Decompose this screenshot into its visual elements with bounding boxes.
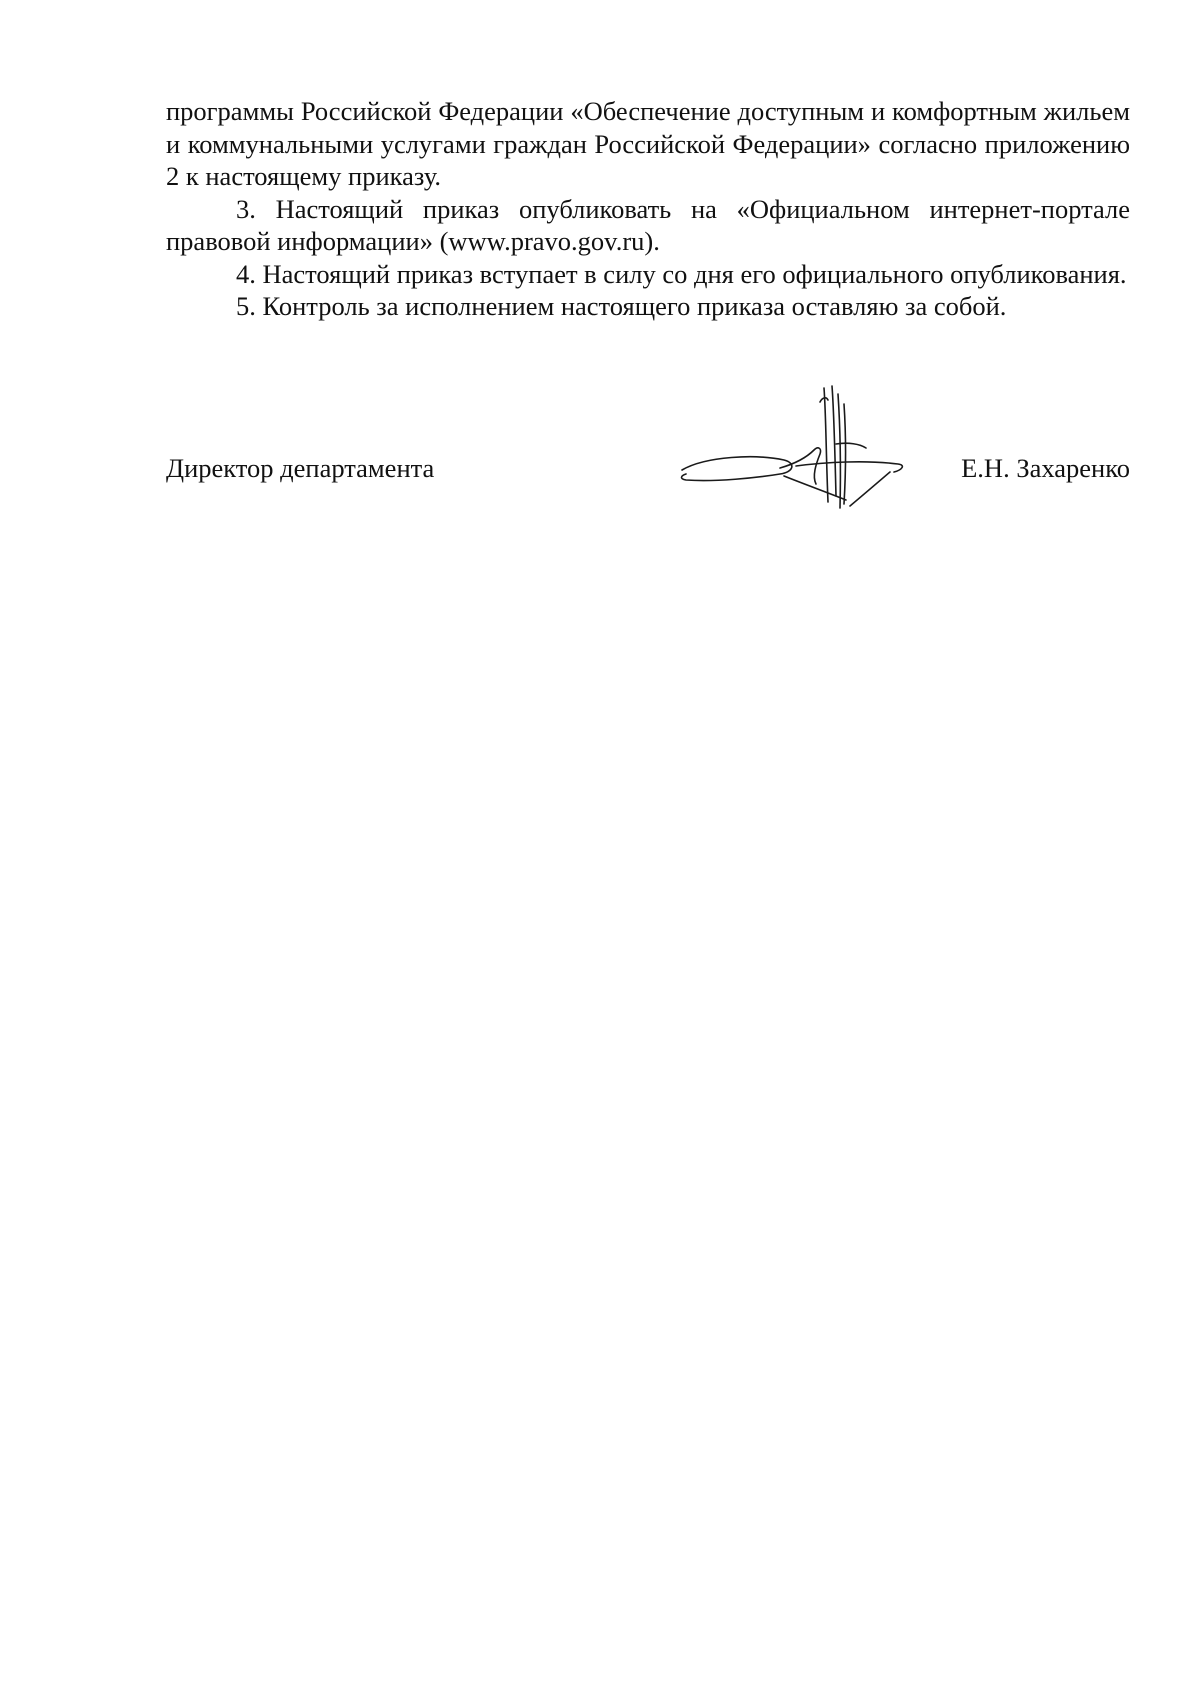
signature-block [166, 452, 1130, 492]
signature-stroke [832, 386, 836, 496]
paragraph-continuation: программы Российской Федерации «Обеспечение доступным и комфортным жильем и коммунальными услугами граждан Российской Федерации» согласно приложению 2 к настоящему приказу. [166, 96, 1130, 191]
signature-stroke [824, 388, 828, 502]
paragraph-4-effect: 4. Настоящий приказ вступает в силу со дня его официального опубликования. [236, 258, 1127, 289]
handwritten-signature [676, 384, 916, 514]
signature-stroke [838, 394, 840, 508]
signature-stroke [796, 462, 902, 472]
signatory-title: Директор департамента [166, 453, 435, 483]
signature-stroke [850, 472, 890, 506]
signature-stroke [682, 457, 792, 481]
signature-stroke [844, 404, 846, 504]
document-body [166, 95, 1130, 323]
paragraph-5-control: 5. Контроль за исполнением настоящего приказа оставляю за собой. [236, 291, 1007, 321]
paragraph-3-publication: 3. Настоящий приказ опубликовать на «Официальном интернет-портале правовой информации» (www.pravo.gov.ru). [166, 193, 1130, 256]
signatory-name: Е.Н. Захаренко [961, 453, 1130, 483]
